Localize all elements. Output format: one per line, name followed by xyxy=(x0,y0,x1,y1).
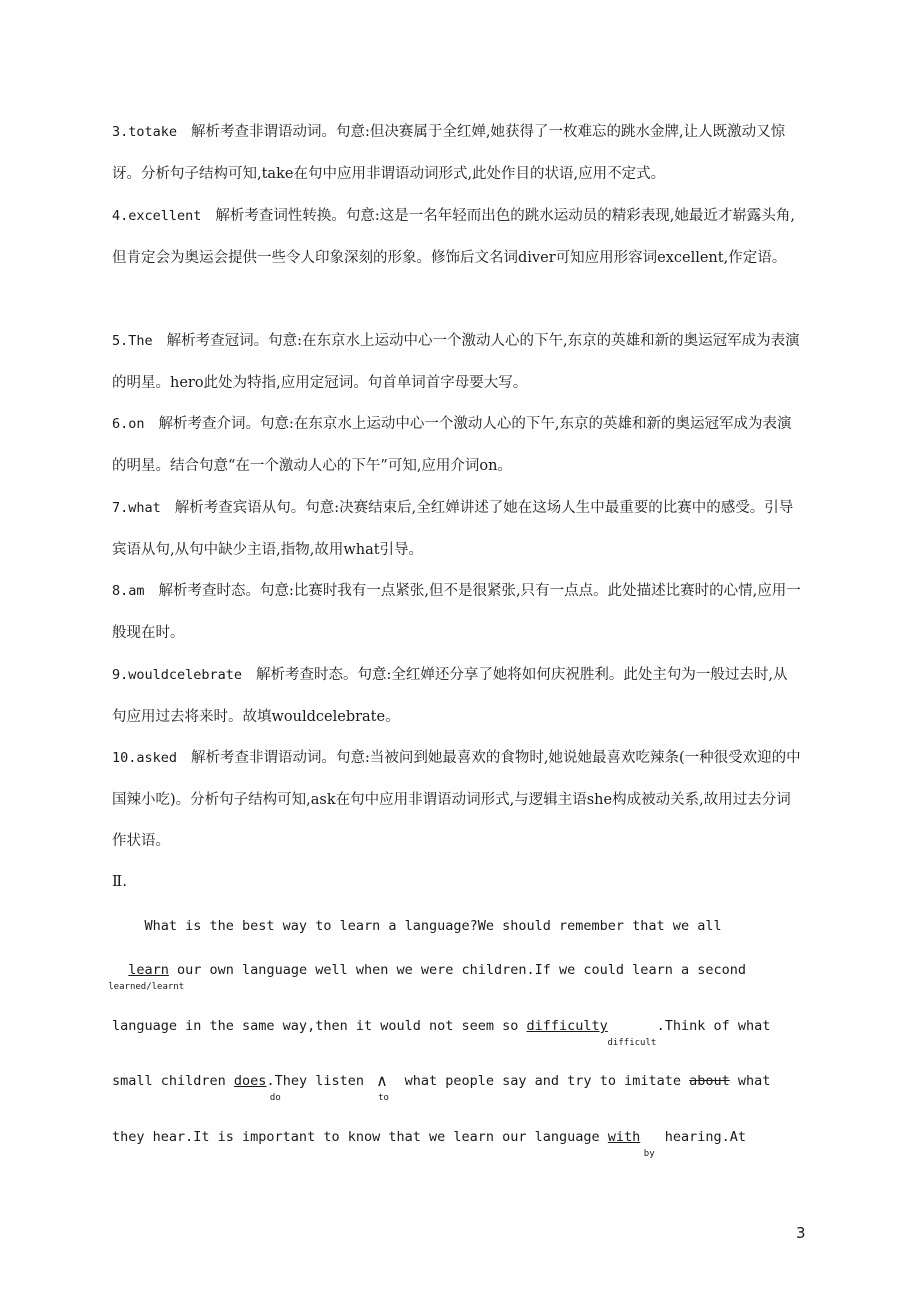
answer-explanation: 解析考查非谓语动词。句意:但决赛属于全红婵,她获得了一枚难忘的跳水金牌,让人既激动又惊讶。分析句子结构可知,take在句中应用非谓语动词形式,此处作目的状语,应用不定式。 xyxy=(112,124,786,182)
page-number: 3 xyxy=(796,1224,806,1242)
answer-label: 9.wouldcelebrate xyxy=(112,667,243,683)
answer-explanation: 解析考查冠词。句意:在东京水上运动中心一个激动人心的下午,东京的英雄和新的奥运冠军成为表演的明星。hero此处为特指,应用定冠词。句首单词首字母要大写。 xyxy=(112,333,800,391)
error-word: learn learned/learnt xyxy=(108,962,185,992)
passage-line-1: What is the best way to learn a language?We should remember that we all xyxy=(112,918,722,934)
answer-explanation: 解析考查非谓语动词。句意:当被问到她最喜欢的食物时,她说她最喜欢吃辣条(一种很受欢迎的中国辣小吃)。分析句子结构可知,ask在句中应用非谓语动词形式,与逻辑主语she构成被动关系,故用过去分词作状语。 xyxy=(112,750,801,849)
answer-explanation: 解析考查介词。句意:在东京水上运动中心一个激动人心的下午,东京的英雄和新的奥运冠军成为表演的明星。结合句意“在一个激动人心的下午”可知,应用介词on。 xyxy=(112,416,792,474)
section-heading: Ⅱ. xyxy=(112,872,127,890)
answer-3 xyxy=(112,112,802,195)
answer-label: 5.The xyxy=(112,333,153,349)
deleted-word: about xyxy=(689,1073,730,1089)
passage-line-5: they hear.It is important to know that we learn our language with by hearing.At xyxy=(112,1129,746,1159)
answer-label: 3.totake xyxy=(112,124,178,140)
passage-line-3: language in the same way,then it would not seem so difficulty difficult .Think of what xyxy=(112,1018,771,1048)
answer-explanation: 解析考查时态。句意:全红婵还分享了她将如何庆祝胜利。此处主句为一般过去时,从句应用过去将来时。故填wouldcelebrate。 xyxy=(112,667,788,725)
caret-symbol: ∧ xyxy=(376,1071,388,1090)
answer-explanation: 解析考查宾语从句。句意:决赛结束后,全红婵讲述了她在这场人生中最重要的比赛中的感受。引导宾语从句,从句中缺少主语,指物,故用what引导。 xyxy=(112,500,794,558)
correction-word: do xyxy=(269,1093,281,1103)
answer-label: 10.asked xyxy=(112,750,178,766)
correction-word: difficult xyxy=(607,1038,657,1048)
answer-8 xyxy=(112,571,802,654)
answer-10 xyxy=(112,738,802,863)
answer-6 xyxy=(112,404,802,487)
answer-9 xyxy=(112,655,802,738)
answer-label: 6.on xyxy=(112,416,145,432)
correction-word: by xyxy=(643,1149,655,1159)
insertion-mark xyxy=(372,1071,396,1103)
passage-line-4: small children does do .They listen ∧ to what people say and try to imitate about what xyxy=(112,1071,771,1103)
correction-word: learned/learnt xyxy=(108,982,185,992)
answer-5 xyxy=(112,321,802,404)
answer-explanation: 解析考查词性转换。句意:这是一名年轻而出色的跳水运动员的精彩表现,她最近才崭露头角,但肯定会为奥运会提供一些令人印象深刻的形象。修饰后文名词diver可知应用形容词excellent,作定语。 xyxy=(112,208,796,266)
answer-7 xyxy=(112,488,802,571)
answer-label: 7.what xyxy=(112,500,161,516)
error-word: difficulty difficult xyxy=(526,1018,657,1048)
error-word: does do xyxy=(233,1073,281,1103)
inserted-word: to xyxy=(378,1093,389,1103)
error-word: with by xyxy=(607,1129,655,1159)
answer-explanation: 解析考查时态。句意:比赛时我有一点紧张,但不是很紧张,只有一点点。此处描述比赛时的心情,应用一般现在时。 xyxy=(112,583,801,641)
answer-4 xyxy=(112,196,802,279)
answer-label: 8.am xyxy=(112,583,145,599)
answer-label: 4.excellent xyxy=(112,208,202,224)
passage-line-2: learn learned/learnt our own language well when we were children.If we could learn a second xyxy=(108,962,746,992)
